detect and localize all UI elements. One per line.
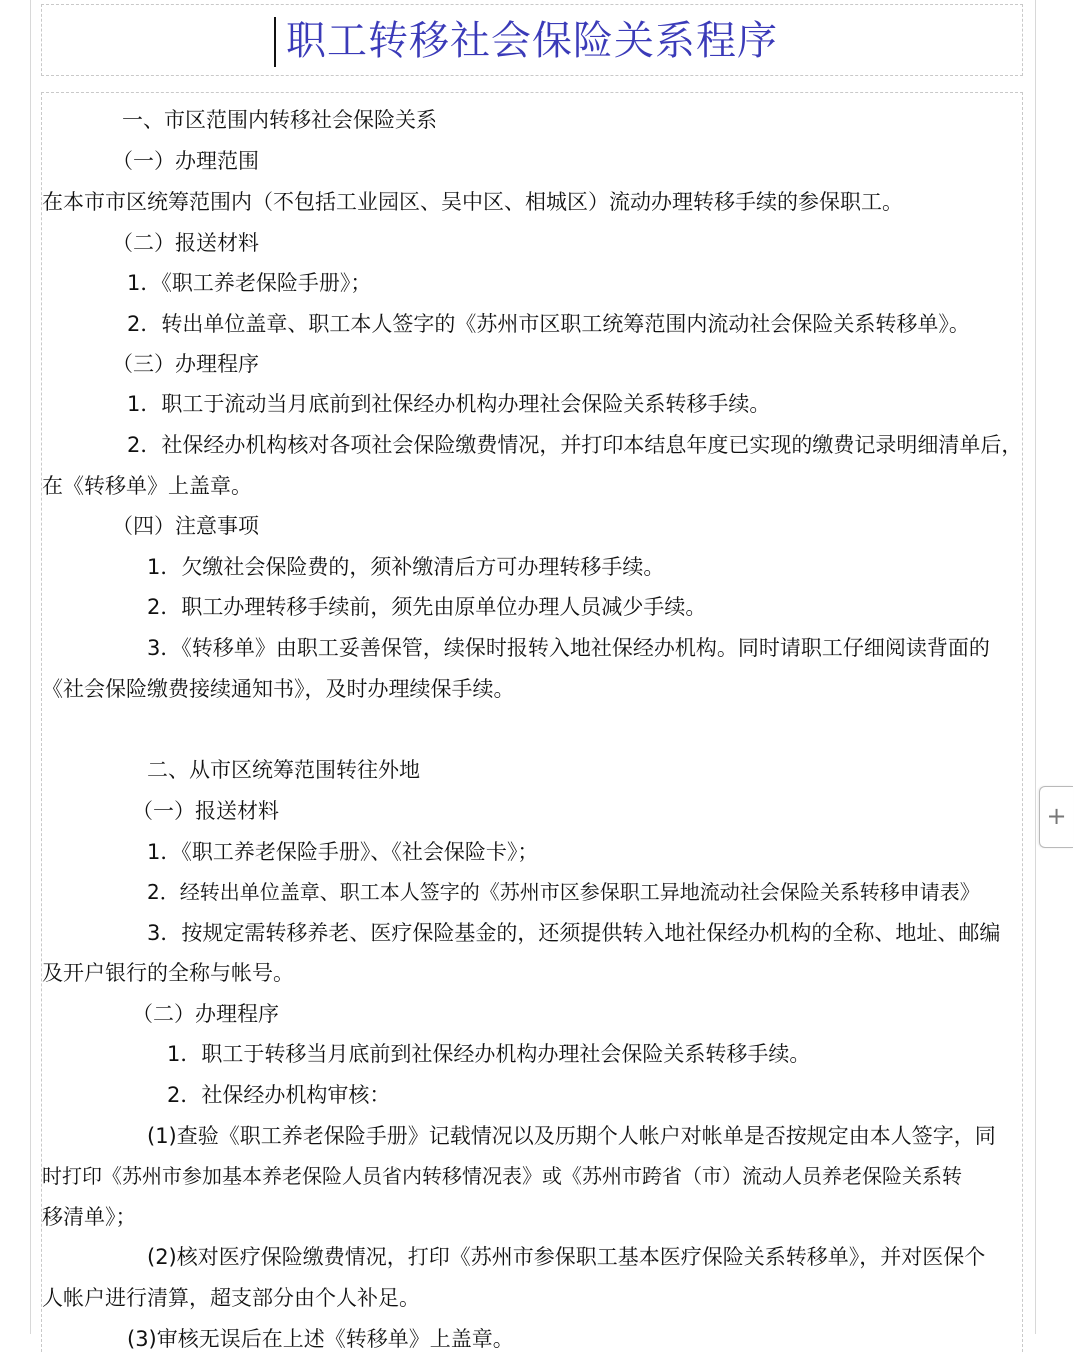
paragraph-line: 移清单》； (42, 1205, 137, 1229)
document-title: 职工转移社会保险关系程序 (286, 18, 778, 64)
plus-icon: + (1046, 802, 1067, 830)
list-item: (1)查验《职工养老保险手册》记载情况以及历期个人帐户对帐单是否按规定由本人签字，同 (147, 1124, 996, 1148)
list-item: 1．职工于转移当月底前到社保经办机构办理社会保险关系转移手续。 (167, 1042, 811, 1066)
subsection-heading: （二）办理程序 (132, 1002, 279, 1026)
paragraph-line: 时打印《苏州市参加基本养老保险人员省内转移情况表》或《苏州市跨省（市）流动人员养老保险关系转 (42, 1164, 962, 1188)
list-item: 2．转出单位盖章、职工本人签字的《苏州市区职工统筹范围内流动社会保险关系转移单》。 (127, 312, 970, 336)
paragraph-line: 在本市市区统筹范围内（不包括工业园区、吴中区、相城区）流动办理转移手续的参保职工。 (42, 190, 903, 214)
subsection-heading: （三）办理程序 (112, 352, 259, 376)
zoom-in-button[interactable] (1039, 786, 1073, 848)
paragraph-line: 及开户银行的全称与帐号。 (42, 961, 294, 985)
list-item: 2．经转出单位盖章、职工本人签字的《苏州市区参保职工异地流动社会保险关系转移申请表》 (147, 880, 980, 904)
section-heading: 二、从市区统筹范围转往外地 (147, 758, 420, 782)
list-item: 1．《职工养老保险手册》、《社会保险卡》； (147, 840, 539, 864)
list-item: 1．职工于流动当月底前到社保经办机构办理社会保险关系转移手续。 (127, 392, 771, 416)
list-item: 1．《职工养老保险手册》； (127, 271, 372, 295)
subsection-heading: （一）办理范围 (112, 149, 259, 173)
paragraph-line: 《社会保险缴费接续通知书》，及时办理续保手续。 (42, 677, 515, 701)
list-item: 2．职工办理转移手续前，须先由原单位办理人员减少手续。 (147, 595, 707, 619)
list-item: (3)审核无误后在上述《转移单》上盖章。 (127, 1327, 514, 1351)
subsection-heading: （二）报送材料 (112, 231, 259, 255)
subsection-heading: （四）注意事项 (112, 514, 259, 538)
paragraph-line: 在《转移单》上盖章。 (42, 474, 252, 498)
page-edge-right (1035, 0, 1036, 1334)
list-item: 2．社保经办机构核对各项社会保险缴费情况，并打印本结息年度已实现的缴费记录明细清单后， (127, 433, 1023, 457)
document-body (41, 92, 1023, 1352)
title-frame (41, 4, 1023, 76)
paragraph-line: 人帐户进行清算，超支部分由个人补足。 (42, 1286, 420, 1310)
list-item: 2．社保经办机构审核： (167, 1083, 391, 1107)
text-cursor (274, 17, 276, 67)
list-item: (2)核对医疗保险缴费情况，打印《苏州市参保职工基本医疗保险关系转移单》，并对医保个 (147, 1245, 986, 1269)
section-heading: 一、市区范围内转移社会保险关系 (122, 108, 437, 132)
page-edge-left (30, 0, 31, 1334)
list-item: 3．按规定需转移养老、医疗保险基金的，还须提供转入地社保经办机构的全称、地址、邮编 (147, 921, 1001, 945)
list-item: 3．《转移单》由职工妥善保管，续保时报转入地社保经办机构。同时请职工仔细阅读背面的 (147, 636, 990, 660)
subsection-heading: （一）报送材料 (132, 799, 279, 823)
list-item: 1．欠缴社会保险费的，须补缴清后方可办理转移手续。 (147, 555, 665, 579)
